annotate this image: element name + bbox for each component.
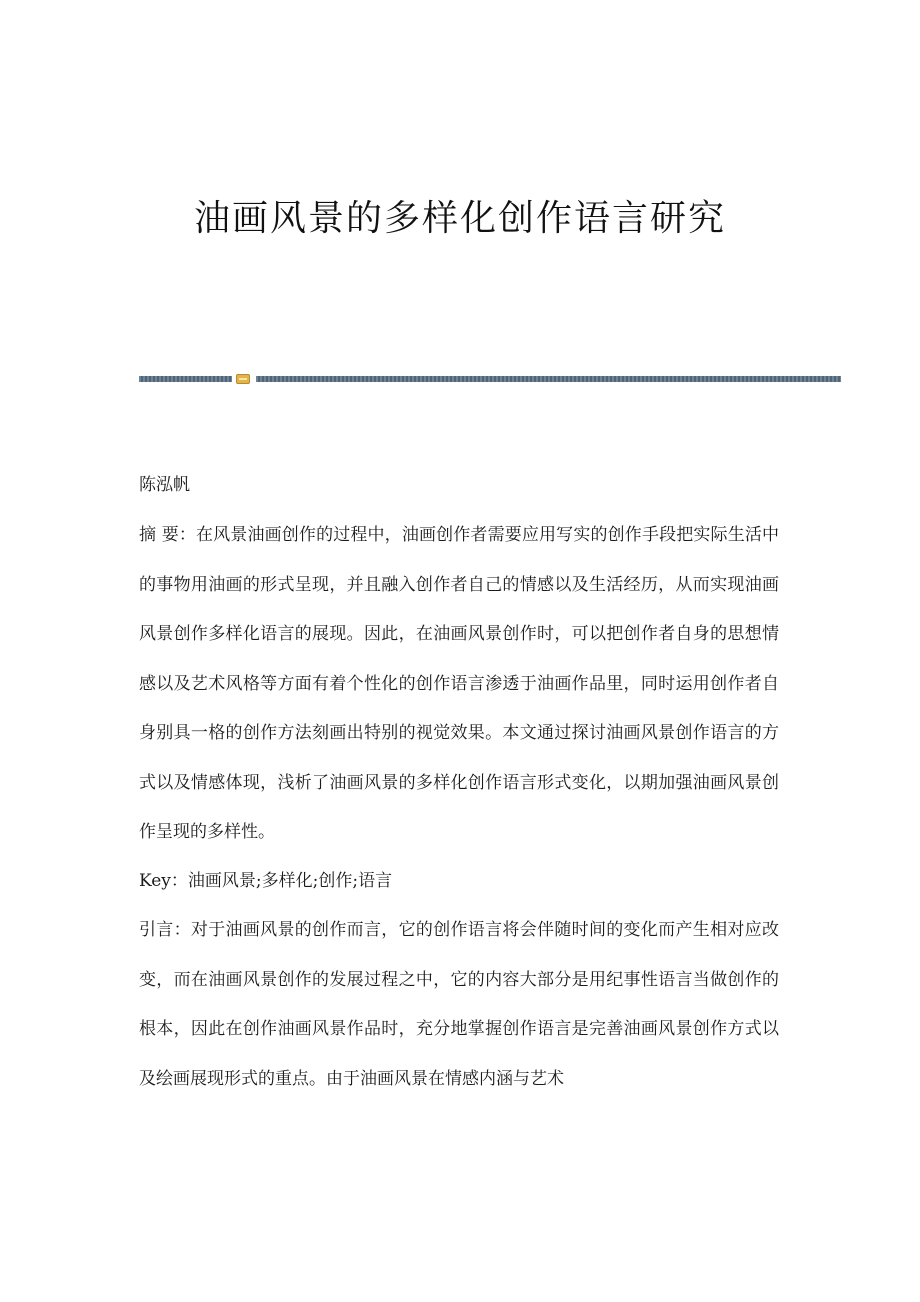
intro-paragraph: 引言：对于油画风景的创作而言，它的创作语言将会伴随时间的变化而产生相对应改变，而在油画风景创作的发展过程之中，它的内容大部分是用纪事性语言当做创作的根本，因此在创作油画风景作品时，充分地掌握创作语言是完善油画风景创作方式以及绘画展现形式的重点。由于油画风景在情感内涵与艺术: [139, 920, 779, 1089]
keywords-line: Key：油画风景;多样化;创作;语言: [139, 871, 393, 891]
title-divider: [139, 374, 841, 384]
divider-emblem-icon: [236, 374, 250, 384]
author-name: 陈泓帆: [139, 475, 190, 495]
divider-bar-left: [139, 376, 232, 382]
divider-bar-right: [256, 376, 841, 382]
document-title: 油画风景的多样化创作语言研究: [193, 198, 726, 239]
abstract-paragraph: 摘 要：在风景油画创作的过程中，油画创作者需要应用写实的创作手段把实际生活中的事物用油画的形式呈现，并且融入创作者自己的情感以及生活经历，从而实现油画风景创作多样化语言的展现。因此，在油画风景创作时，可以把创作者自身的思想情感以及艺术风格等方面有着个性化的创作语言渗透于油画作品里，同时运用创作者自身别具一格的创作方法刻画出特别的视觉效果。本文通过探讨油画风景创作语言的方式以及情感体现，浅析了油画风景的多样化创作语言形式变化，以期加强油画风景创作呈现的多样性。: [139, 525, 779, 842]
